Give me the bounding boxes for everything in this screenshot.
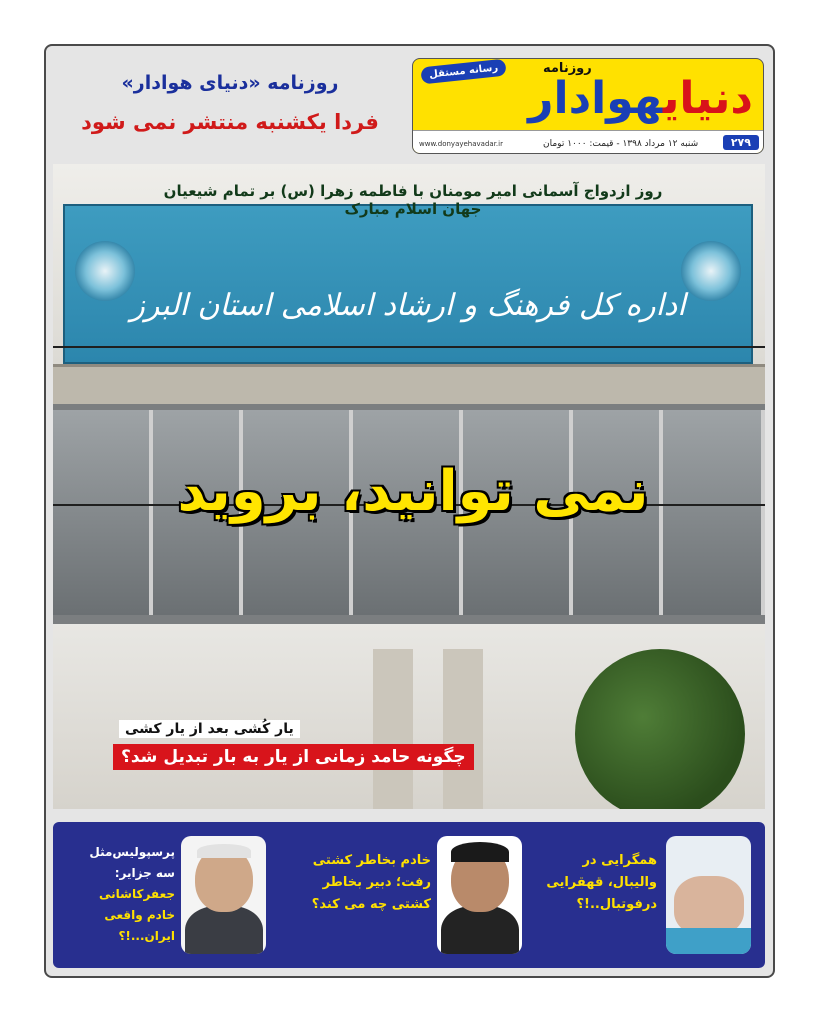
independent-badge: رسانه مستقل (420, 59, 507, 85)
court-image (666, 928, 751, 954)
story-line: رفت؛ دبیر بخاطر (322, 875, 431, 890)
story-line: والیبال، قهقرایی (546, 875, 657, 890)
logo-part-2: هوادار (528, 73, 663, 124)
date-price: شنبه ۱۲ مرداد ۱۳۹۸ - قیمت: ۱۰۰۰ تومان (543, 139, 699, 149)
story-line: پرسپولیس‌مثل (89, 845, 175, 859)
website-link[interactable]: www.donyayehavadar.ir (419, 140, 503, 148)
main-headline[interactable]: نمی توانید، بروید (177, 459, 649, 524)
building-lower-wall (53, 624, 765, 809)
players-image (674, 876, 744, 936)
pillar (373, 649, 413, 809)
pillar (443, 649, 483, 809)
story-thumbnail-volleyball[interactable] (666, 836, 751, 954)
story-line: خادم واقعی (104, 908, 175, 922)
power-wire (53, 346, 765, 348)
story-persepolis[interactable] (53, 842, 175, 947)
masthead[interactable] (412, 58, 764, 154)
main-photo[interactable] (53, 164, 765, 809)
story-line: جعفرکاشانی (99, 887, 175, 901)
story-line: خادم بخاطر کشتی (312, 853, 431, 868)
story-thumbnail-khadem[interactable] (437, 836, 522, 954)
story-volleyball[interactable] (517, 850, 657, 916)
story-line: همگرایی در (582, 853, 657, 868)
story-subheadline[interactable]: چگونه حامد زمانی از یار به بار تبدیل شد؟ (113, 744, 474, 770)
story-line: سه جزایر: (114, 866, 175, 880)
bottom-stories (53, 822, 765, 968)
building-sign (63, 204, 753, 364)
sign-text: اداره کل فرهنگ و ارشاد اسلامی استان البرز (130, 288, 686, 323)
story-kicker: یار کُشی بعد از یار کشی (119, 720, 300, 738)
celebration-line: روز ازدواج آسمانی امیر مومنان با فاطمه زهرا (س) بر تمام شیعیان جهان اسلام مبارک (163, 182, 663, 218)
story-line: درفوتبال..!؟ (576, 897, 657, 912)
suit-image (441, 906, 519, 954)
logo-part-1: دنیای (662, 73, 753, 124)
hair-image (451, 842, 509, 862)
suit-image (185, 906, 263, 954)
story-line: کشتی چه می کند؟ (311, 897, 431, 912)
newspaper-logo (528, 73, 753, 125)
story-thumbnail-kashani[interactable] (181, 836, 266, 954)
notice-subtitle: فردا یکشنبه منتشر نمی شود (81, 110, 379, 134)
masthead-info-bar (413, 130, 763, 153)
issue-number: ۲۷۹ (723, 135, 759, 150)
story-wrestling[interactable] (291, 850, 431, 916)
tree (575, 649, 745, 809)
notice-title: روزنامه «دنیای هوادار» (121, 72, 339, 94)
hair-image (197, 844, 251, 858)
daily-label: روزنامه (543, 61, 592, 76)
story-line: ایران...!؟ (118, 929, 175, 943)
building-ledge (53, 364, 765, 407)
